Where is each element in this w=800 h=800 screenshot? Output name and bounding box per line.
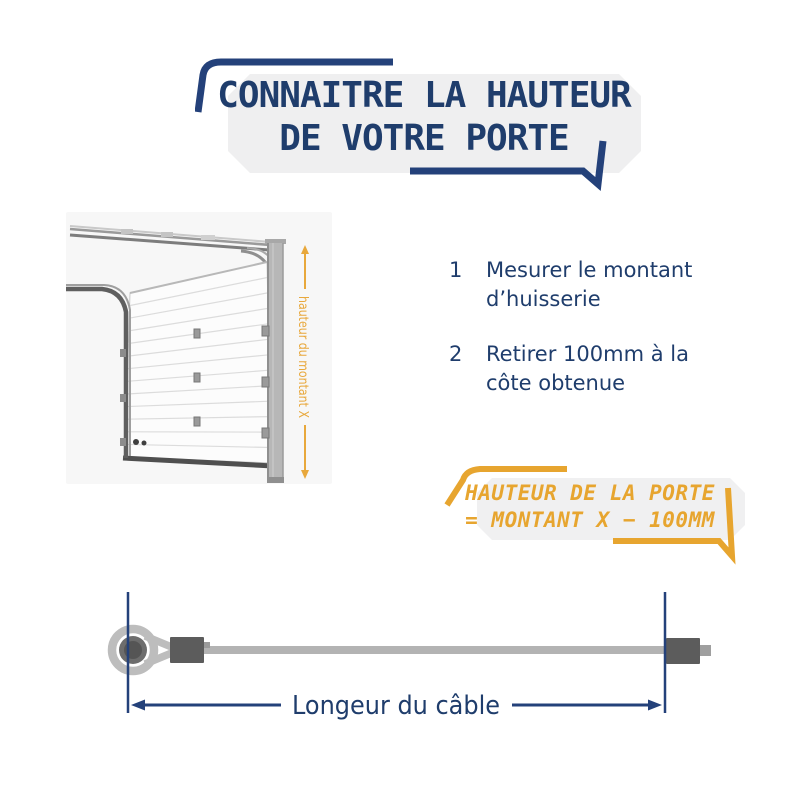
step-text: Mesurer le montant d’huisserie xyxy=(486,258,693,311)
arrow-right-icon xyxy=(648,700,662,711)
cable-length-dimension xyxy=(131,691,662,721)
left-ferrule xyxy=(170,637,210,663)
cable-loop xyxy=(112,629,174,671)
steps-list xyxy=(440,256,760,424)
height-arrow-label: hauteur du montant X xyxy=(295,296,310,441)
formula-block xyxy=(440,455,750,570)
step-number: 2 xyxy=(449,342,463,366)
garage-door-illustration xyxy=(66,212,332,484)
page-title-line1: CONNAITRE LA HAUTEUR xyxy=(217,75,631,116)
step-item-1 xyxy=(440,256,760,314)
right-post xyxy=(265,239,286,483)
formula-text xyxy=(445,480,735,534)
formula-line2: = MONTANT X − 100MM xyxy=(465,508,715,532)
step-text: Retirer 100mm à la côte obtenue xyxy=(486,342,689,395)
step-item-2 xyxy=(440,340,760,398)
cable-length-label: Longeur du câble xyxy=(292,691,500,721)
right-ferrule xyxy=(666,638,711,664)
step-number: 1 xyxy=(449,258,463,282)
arrow-left-icon xyxy=(131,700,145,711)
page-title-line2: DE VOTRE PORTE xyxy=(279,118,569,159)
cable-diagram xyxy=(85,585,745,735)
formula-line1: HAUTEUR DE LA PORTE xyxy=(465,481,715,505)
door-panel xyxy=(123,262,273,466)
page-title xyxy=(198,74,650,160)
title-block xyxy=(195,55,655,195)
